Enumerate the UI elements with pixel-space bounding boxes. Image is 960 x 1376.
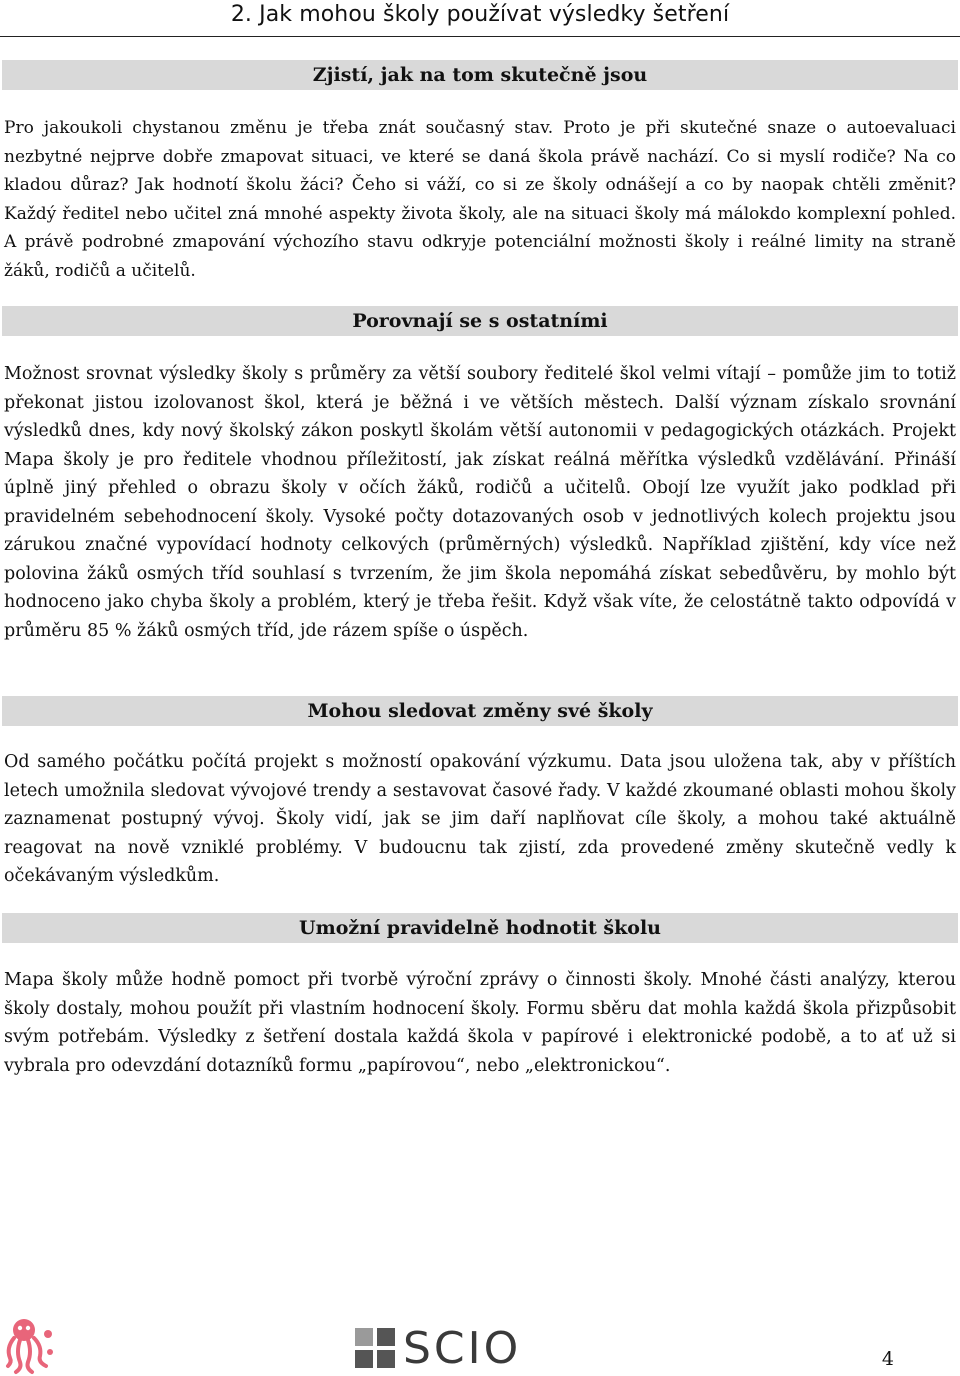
section-paragraph-porovnaji: Možnost srovnat výsledky školy s průměry za větší soubory ředitelé škol velmi vítají – pomůže jim to totiž překonat jistou izolovanost škol, která je běžná i ve větších městech. Další význam získalo srovnání výsledků dnes, kdy nový školský zákon poskytl školám větší autonomii v pedagogických otázkách. Projekt Mapa školy je pro ředitele vhodnou příležitostí, jak získat reálná měřítka výsledků vzdělávání. Přináší úplně jiný přehled o obrazu školy v očích žáků, rodičů a učitelů. Obojí lze využít jako podklad při pravidelném sebehodnocení školy. Vysoké počty dotazovaných osob v jednotlivých kolech projektu jsou zárukou značné vypovídací hodnoty celkových (průměrných) výsledků. Například zjištění, kdy více než polovina žáků osmých tříd souhlasí s tvrzením, že jim škola nepomáhá získat sebedůvěru, by mohlo být hodnoceno jako chyba školy a problém, který je třeba řešit. Když však víte, že celostátně takto odpovídá v průměru 85 % žáků osmých tříd, jde rázem spíše o úspěch. — [4, 364, 956, 641]
section-paragraph-sledovat: Od samého počátku počítá projekt s možností opakování výzkumu. Data jsou uložena tak, aby v příštích letech umožnila sledovat vývojové trendy a sestavovat časové řady. V každé zkoumané oblasti mohou školy zaznamenat postupný vývoj. Školy vidí, jak se jim daří naplňovat cíle školy, a mohou také aktuálně reagovat na nově vzniklé problémy. V budoucnu tak zjistí, zda provedené změny skutečně vedly k očekávaným výsledkům. — [4, 752, 956, 886]
page-title: 2. Jak mohou školy používat výsledky šetření — [0, 0, 960, 37]
section-heading-sledovat: Mohou sledovat změny své školy — [2, 696, 958, 726]
section-heading-porovnaji: Porovnají se s ostatními — [2, 306, 958, 336]
logo-text: SCIO — [403, 1323, 522, 1374]
section-heading-hodnotit: Umožní pravidelně hodnotit školu — [2, 913, 958, 943]
page-footer — [0, 1310, 960, 1375]
scio-logo-icon — [355, 1328, 397, 1372]
section-paragraph-hodnotit: Mapa školy může hodně pomoct při tvorbě výroční zprávy o činnosti školy. Mnohé části analýzy, kterou školy dostaly, mohou použít při vlastním hodnocení školy. Formu sběru dat mohla každá škola přizpůsobit svým potřebám. Výsledky z šetření dostala každá škola v papírové i elektronické podobě, a to ať už si vybrala pro odevzdání dotazníků formu „papírovou“, nebo „elektronickou“. — [4, 970, 956, 1076]
scio-logo — [355, 1323, 525, 1374]
page-number: 4 — [881, 1348, 894, 1370]
section-heading-zjisti: Zjistí, jak na tom skutečně jsou — [2, 60, 958, 90]
section-paragraph-zjisti: Pro jakoukoli chystanou změnu je třeba znát současný stav. Proto je při skutečné snaze o autoevaluaci nezbytné nejprve dobře zmapovat situaci, ve které se daná škola právě nachází. Co si myslí rodiče? Na co kladou důraz? Jak hodnotí školu žáci? Čeho si váží, co si ze školy odnášejí a co by naopak chtěli změnit? Každý ředitel nebo učitel zná mnohé aspekty života školy, ale na situaci školy má málokdo komplexní pohled. A právě podrobné zmapování výchozího stavu odkryje potenciální možnosti školy i reálné limity na straně žáků, rodičů a učitelů. — [4, 118, 956, 281]
octopus-icon — [2, 1316, 58, 1376]
